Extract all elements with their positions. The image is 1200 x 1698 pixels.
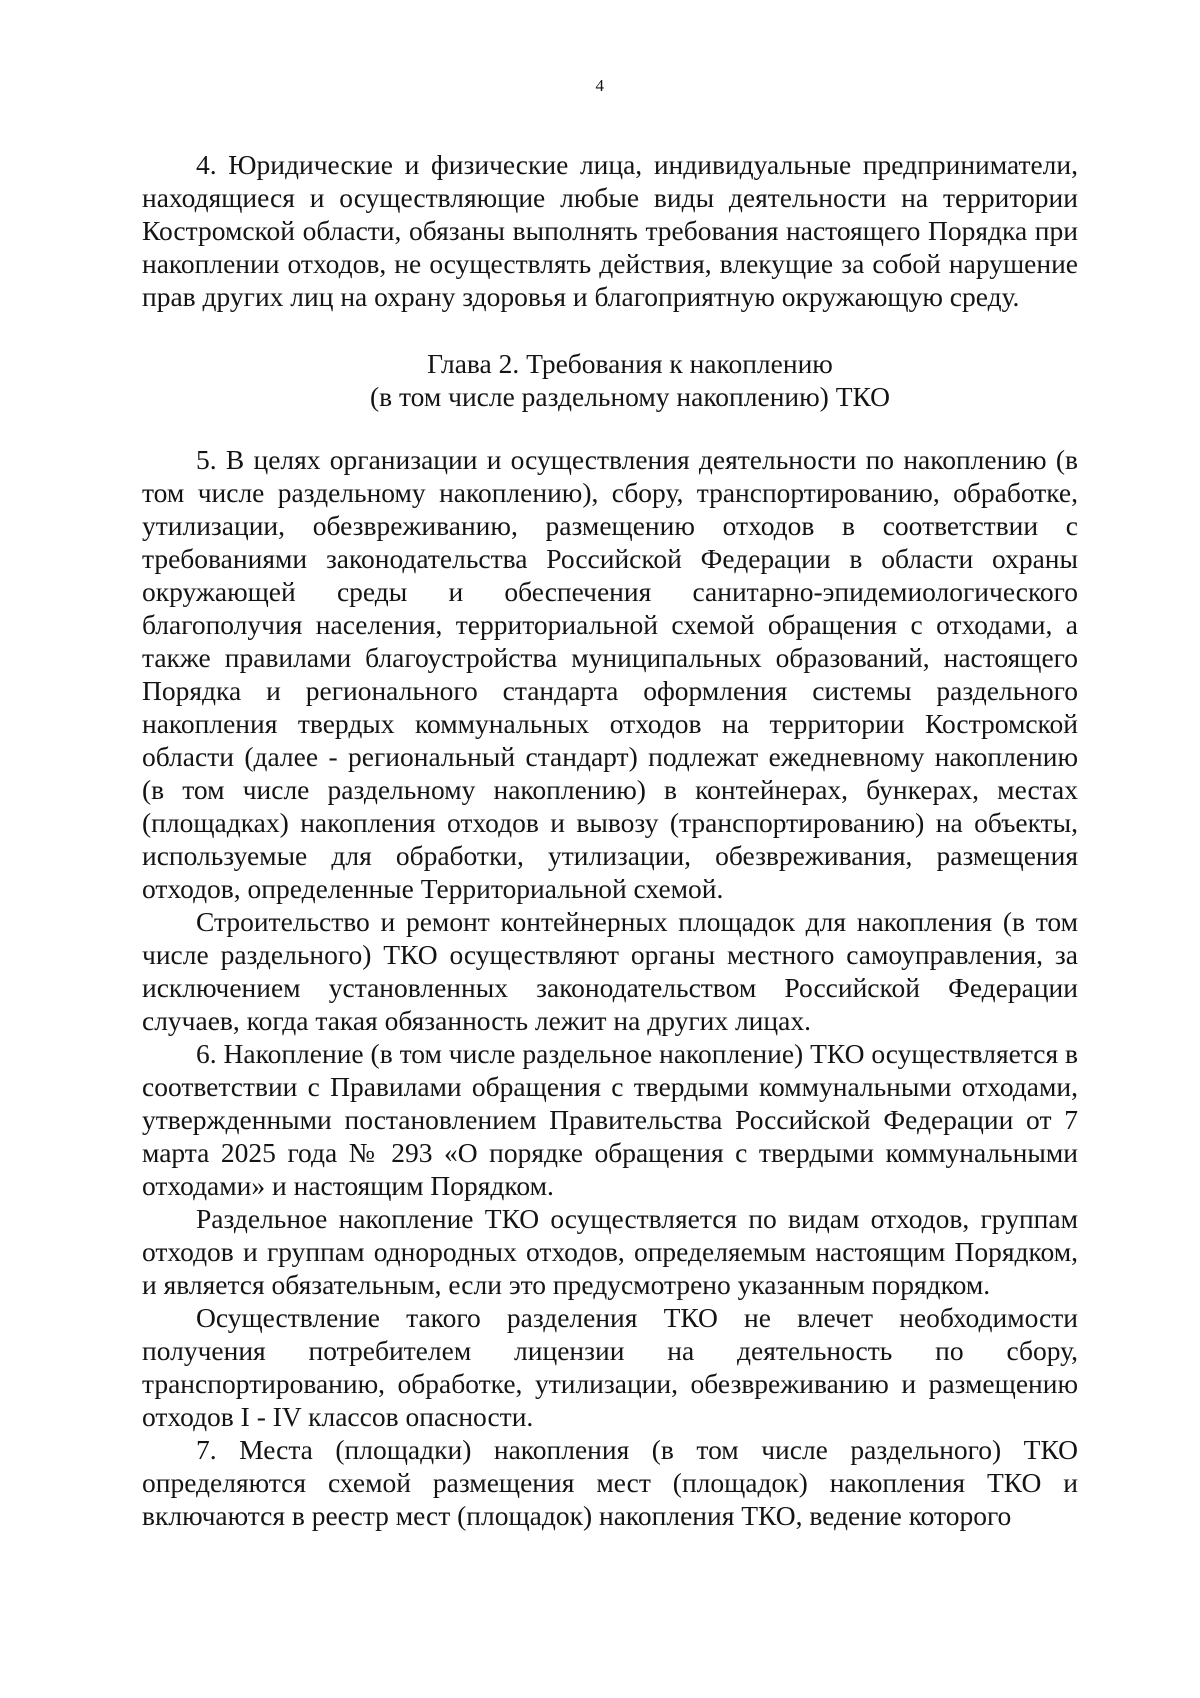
chapter-heading-line-2: (в том числе раздельному накоплению) ТКО xyxy=(369,381,891,412)
chapter-heading-line-1: Глава 2. Требования к накоплению xyxy=(427,348,833,379)
paragraph-4: 4. Юридические и физические лица, индивидуальные предприниматели, находящиеся и осуществляющие любые виды деятельности на территории Костромской области, обязаны выполнять требования настоящего Порядка при накоплении отходов, не осуществлять действия, влекущие за собой нарушение прав других лиц на охрану здоровья и благоприятную окружающую среду. xyxy=(142,149,1078,312)
paragraph-6-separate-collection: Раздельное накопление ТКО осуществляется по видам отходов, группам отходов и группам однородных отходов, определяемым настоящим Порядком, и является обязательным, если это предусмотрено указанным порядком. xyxy=(142,1203,1078,1300)
paragraph-6: 6. Накопление (в том числе раздельное накопление) ТКО осуществляется в соответствии с Правилами обращения с твердыми коммунальными отходами, утвержденными постановлением Правительства Российской Федерации от 7 марта 2025 года № 293 «О порядке обращения с твердыми коммунальными отходами» и настоящим Порядком. xyxy=(142,1038,1078,1201)
page-number: 4 xyxy=(595,76,605,95)
paragraph-6-license: Осуществление такого разделения ТКО не влечет необходимости получения потребителем лицензии на деятельность по сбору, транспортированию, обработке, утилизации, обезвреживанию и размещению отходов I - IV классов опасности. xyxy=(142,1302,1078,1432)
paragraph-5: 5. В целях организации и осуществления деятельности по накоплению (в том числе раздельному накоплению), сбору, транспортированию, обработке, утилизации, обезвреживанию, размещению отходов в соответствии с требованиями законодательства Российской Федерации в области охраны окружающей среды и обеспечения санитарно-эпидемиологического благополучия населения, территориальной схемой обращения с отходами, а также правилами благоустройства муниципальных образований, настоящего Порядка и регионального стандарта оформления системы раздельного накопления твердых коммунальных отходов на территории Костромской области (далее - региональный стандарт) подлежат ежедневному накоплению (в том числе раздельному накоплению) в контейнерах, бункерах, местах (площадках) накопления отходов и вывозу (транспортированию) на объекты, используемые для обработки, утилизации, обезвреживания, размещения отходов, определенные Территориальной схемой. xyxy=(142,444,1078,904)
chapter-heading xyxy=(142,347,1078,413)
paragraph-7: 7. Места (площадки) накопления (в том числе раздельного) ТКО определяются схемой размещения мест (площадок) накопления ТКО и включаются в реестр мест (площадок) накопления ТКО, ведение которого xyxy=(142,1434,1078,1531)
paragraph-5-construction: Строительство и ремонт контейнерных площадок для накопления (в том числе раздельного) ТКО осуществляют органы местного самоуправления, за исключением установленных законодательством Российской Федерации случаев, когда такая обязанность лежит на других лицах. xyxy=(142,906,1078,1036)
document-body xyxy=(142,148,1078,1532)
